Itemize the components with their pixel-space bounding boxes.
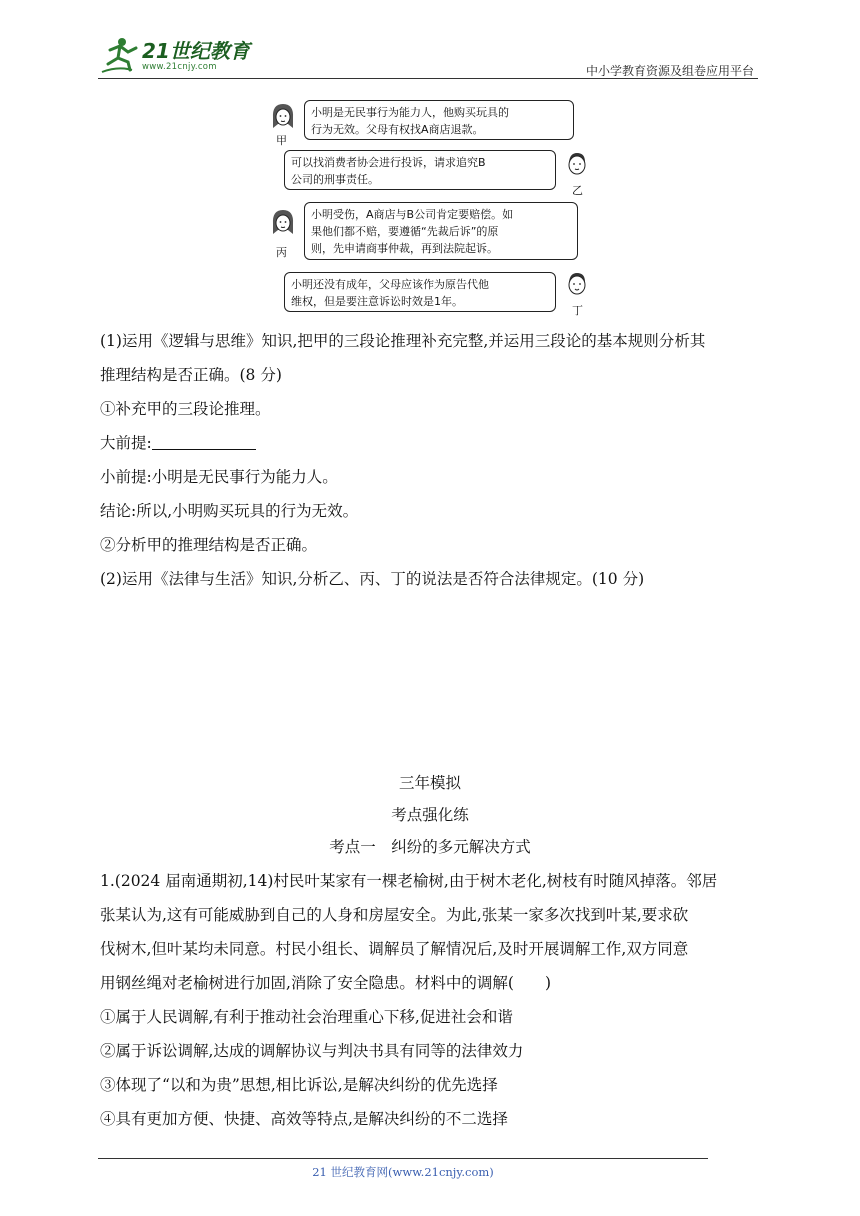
bubble-bing: [304, 202, 578, 260]
bubble-yi-line1: 可以找消费者协会进行投诉，请求追究B: [291, 156, 486, 169]
major-premise-label: 大前提:: [100, 434, 152, 452]
option-2: ②属于诉讼调解,达成的调解协议与判决书具有同等的法律效力: [100, 1042, 524, 1060]
option-3: ③体现了“以和为贵”思想,相比诉讼,是解决纠纷的优先选择: [100, 1076, 498, 1094]
question1-line1: 1.(2024 届南通期初,14)村民叶某家有一棵老榆树,由于树木老化,树枝有时随风掉落。邻居: [100, 872, 718, 890]
q1-sub2: ②分析甲的推理结构是否正确。: [100, 536, 318, 554]
boy-face-icon: [564, 150, 590, 180]
bubble-jia: [304, 100, 574, 140]
bubble-ding: [284, 272, 556, 312]
question1-line3: 伐树木,但叶某均未同意。村民小组长、调解员了解情况后,及时开展调解工作,双方同意: [100, 940, 689, 958]
speaker-yi-label: 乙: [572, 184, 583, 197]
girl-face-icon: [270, 102, 296, 132]
section-subtitle: 考点强化练: [391, 806, 469, 824]
bubble-jia-line1: 小明是无民事行为能力人，他购买玩具的: [311, 106, 509, 119]
bubble-bing-line2: 果他们都不赔，要遵循“先裁后诉”的原: [311, 225, 499, 238]
girl-face-icon: [270, 208, 296, 238]
q1-sub1: ①补充甲的三段论推理。: [100, 400, 271, 418]
question1-line4: 用钢丝绳对老榆树进行加固,消除了安全隐患。材料中的调解( ): [100, 974, 552, 992]
major-premise-row: [100, 432, 256, 454]
bubble-jia-line2: 行为无效。父母有权找A商店退款。: [311, 123, 484, 136]
option-4: ④具有更加方便、快捷、高效等特点,是解决纠纷的不二选择: [100, 1110, 508, 1128]
bubble-yi: [284, 150, 556, 190]
footer-divider: [98, 1158, 708, 1159]
q2-text: (2)运用《法律与生活》知识,分析乙、丙、丁的说法是否符合法律规定。(10 分): [100, 570, 645, 588]
conclusion: 结论:所以,小明购买玩具的行为无效。: [100, 502, 359, 520]
kaodian-heading: 考点一 纠纷的多元解决方式: [329, 838, 531, 856]
logo-icon: [98, 36, 268, 80]
option-1: ①属于人民调解,有利于推动社会治理重心下移,促进社会和谐: [100, 1008, 513, 1026]
answer-blank[interactable]: [152, 433, 256, 450]
q1-line2: 推理结构是否正确。(8 分): [100, 366, 282, 384]
minor-premise: 小前提:小明是无民事行为能力人。: [100, 468, 338, 486]
logo-text: 21世纪教育: [142, 39, 250, 63]
section-title: 三年模拟: [398, 774, 461, 792]
bubble-bing-line1: 小明受伤，A商店与B公司肯定要赔偿。如: [311, 208, 514, 221]
bubble-ding-line2: 维权，但是要注意诉讼时效是1年。: [291, 295, 463, 308]
bubble-yi-line2: 公司的刑事责任。: [291, 173, 379, 186]
footer-text[interactable]: 21 世纪教育网(www.21cnjy.com): [312, 1165, 494, 1179]
logo-url: www.21cnjy.com: [142, 62, 217, 72]
bubble-bing-line3: 则，先申请商事仲裁，再到法院起诉。: [311, 242, 498, 255]
q1-line1: (1)运用《逻辑与思维》知识,把甲的三段论推理补充完整,并运用三段论的基本规则分析其: [100, 332, 706, 350]
boy-face-icon: [564, 270, 590, 300]
platform-name: 中小学教育资源及组卷应用平台: [585, 64, 754, 78]
header-divider: [98, 78, 758, 79]
speaker-ding-label: 丁: [572, 304, 583, 317]
page-header: [98, 36, 758, 80]
bubble-ding-line1: 小明还没有成年，父母应该作为原告代他: [291, 278, 489, 291]
speaker-bing-label: 丙: [276, 246, 287, 259]
dialogue-illustration: [268, 98, 598, 318]
question1-line2: 张某认为,这有可能威胁到自己的人身和房屋安全。为此,张某一家多次找到叶某,要求砍: [100, 906, 689, 924]
speaker-jia-label: 甲: [276, 134, 287, 147]
